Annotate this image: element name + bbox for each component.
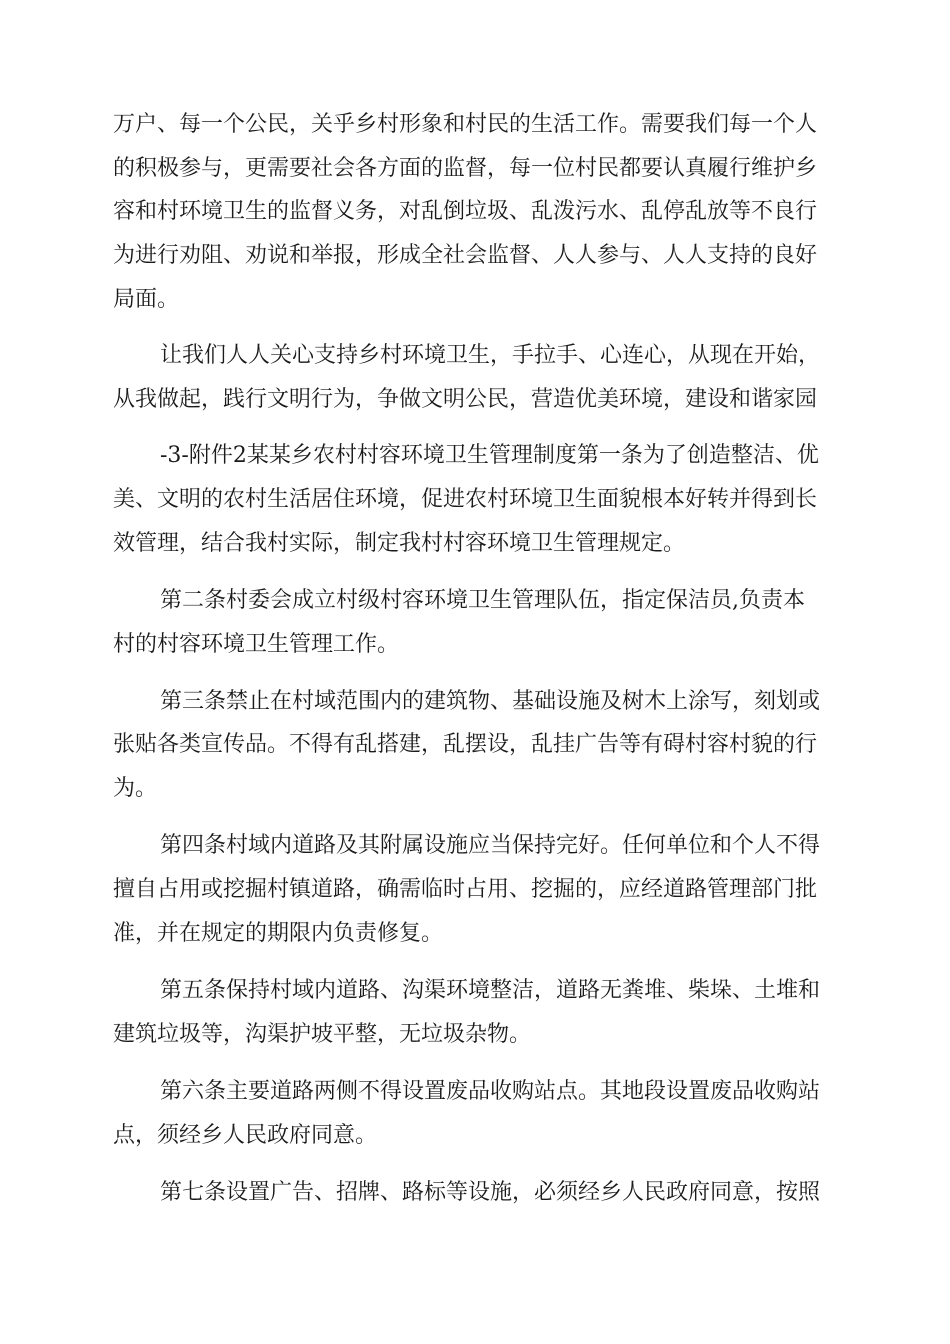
text-line: 建筑垃圾等，沟渠护坡平整，无垃圾杂物。 <box>113 1022 532 1047</box>
text-line: 第五条保持村域内道路、沟渠环境整洁，道路无粪堆、柴垛、土堆和 <box>160 978 821 1003</box>
text-line: 村的村容环境卫生管理工作。 <box>113 632 400 657</box>
text-line: 点，须经乡人民政府同意。 <box>113 1123 378 1148</box>
text-line: 让我们人人关心支持乡村环境卫生，手拉手、心连心，从现在开始， <box>160 343 821 368</box>
text-line: 的积极参与，更需要社会各方面的监督，每一位村民都要认真履行维护乡 <box>113 156 818 181</box>
text-line: 张贴各类宣传品。不得有乱搭建，乱摆设，乱挂广告等有碍村容村貌的行 <box>113 732 818 757</box>
text-line: 擅自占用或挖掘村镇道路，确需临时占用、挖掘的，应经道路管理部门批 <box>113 877 818 902</box>
text-line: 准，并在规定的期限内负责修复。 <box>113 921 444 946</box>
text-line: 为进行劝阻、劝说和举报，形成全社会监督、人人参与、人人支持的良好 <box>113 243 818 268</box>
text-line: 第四条村域内道路及其附属设施应当保持完好。任何单位和个人不得 <box>160 833 821 858</box>
text-line: 第六条主要道路两侧不得设置废品收购站点。其地段设置废品收购站 <box>160 1079 821 1104</box>
text-line: 效管理，结合我村实际，制定我村村容环境卫生管理规定。 <box>113 531 686 556</box>
text-line: 从我做起，践行文明行为，争做文明公民，营造优美环境，建设和谐家园 <box>113 387 818 412</box>
text-line: 第七条设置广告、招牌、路标等设施，必须经乡人民政府同意，按照 <box>160 1180 821 1205</box>
text-line: 容和村环境卫生的监督义务，对乱倒垃圾、乱泼污水、乱停乱放等不良行 <box>113 199 818 224</box>
text-line: 为。 <box>113 776 158 801</box>
text-line: 局面。 <box>113 287 180 312</box>
text-line: 第二条村委会成立村级村容环境卫生管理队伍，指定保洁员,负责本 <box>160 588 805 613</box>
text-line: -3-附件2某某乡农村村容环境卫生管理制度第一条为了创造整洁、优 <box>160 443 819 468</box>
text-line: 美、文明的农村生活居住环境，促进农村环境卫生面貌根本好转并得到长 <box>113 487 818 512</box>
text-line: 第三条禁止在村域范围内的建筑物、基础设施及树木上涂写，刻划或 <box>160 689 821 714</box>
text-line: 万户、每一个公民，关乎乡村形象和村民的生活工作。需要我们每一个人 <box>113 112 818 137</box>
